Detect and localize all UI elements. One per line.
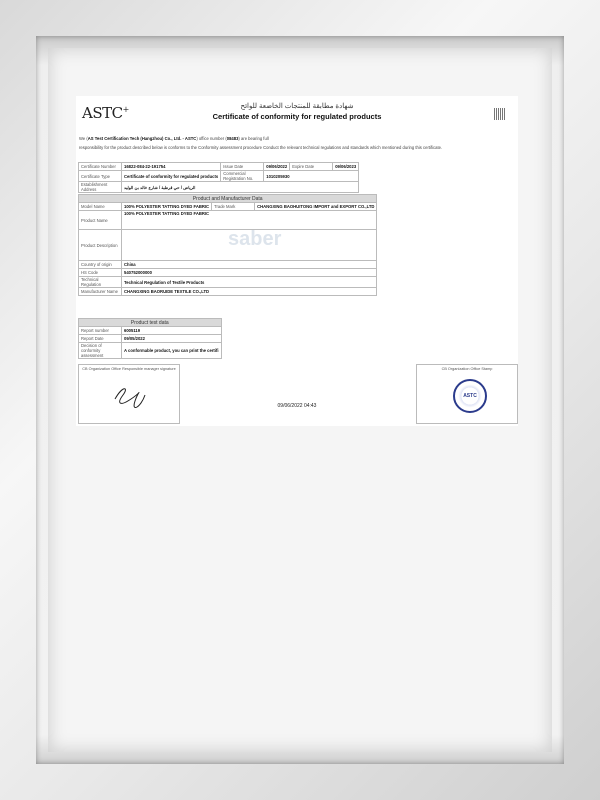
origin-label: Country of origin: [79, 261, 122, 269]
trademark-value: CHANGXING BAOHUITONG IMPORT and EXPORT CO.,LTD: [255, 203, 377, 211]
trademark-label: Trade Mark: [212, 203, 255, 211]
stamp-box: [416, 364, 518, 424]
table-row: [79, 277, 377, 288]
astc-stamp-icon: ASTC: [453, 379, 487, 413]
issue-date-label: Issue Date: [221, 163, 264, 171]
table-row: [79, 163, 359, 171]
intro-office-no: 08483: [226, 136, 239, 141]
cert-number-label: Certificate Number: [79, 163, 122, 171]
crn-value: 1010205930: [264, 171, 359, 182]
address-label: Establishment Address: [79, 182, 122, 193]
hs-value: 540752000000: [122, 269, 377, 277]
printed-date: 09/06/2022 04:43: [277, 403, 317, 409]
logo-text: ASTC: [82, 104, 123, 122]
hs-label: HS Code: [79, 269, 122, 277]
table-row: [79, 343, 222, 359]
certificate-info-table: [78, 162, 359, 193]
logo-plus: +: [122, 105, 129, 114]
table-row: [79, 269, 377, 277]
table-row: [79, 171, 359, 182]
product-name-label: Product Name: [79, 211, 122, 230]
test-section-header: Product test data: [79, 319, 222, 327]
regulation-value: Technical Regulation of Textile Products: [122, 277, 377, 288]
decision-value: A conformable product, you can print the certifi: [122, 343, 222, 359]
address-value: الرياض / حي قرطبة / شارع خالد بن الوليد: [122, 182, 359, 193]
crn-label: Commercial Registration No.: [221, 171, 264, 182]
regulation-label: Technical Regulation: [79, 277, 122, 288]
table-row: [79, 288, 377, 296]
table-row: [79, 182, 359, 193]
model-label: Model Name: [79, 203, 122, 211]
title-arabic: شهادة مطابقة للمنتجات الخاضعة للوائح: [240, 103, 354, 110]
product-name: 100% POLYESTER TATTING DYED FABRIC: [122, 211, 377, 230]
qr-code-icon: [494, 108, 506, 120]
intro-line2: responsibility for the product described below is conforms to the Conformity assessment procedure Conduct the relevant technical regulations and standards which mentioned during this certificate.: [79, 145, 443, 150]
intro-company: AS Test Certification Tech (Hangzhou) Co., Ltd. - ASTC: [87, 136, 197, 141]
intro-bearing: ) are bearing full: [238, 136, 269, 141]
manufacturer-value: CHANGXING BAORUIDE TEXTILE CO.,LTD: [122, 288, 377, 296]
product-section-header: Product and Manufacturer Data: [79, 195, 377, 203]
description-label: Product Description: [79, 230, 122, 261]
signature-title: CB Organization Office Responsible manager signature: [82, 367, 176, 371]
intro-office: ) office number (: [196, 136, 227, 141]
cert-number: 16822-084-22-191754: [122, 163, 221, 171]
test-table: [78, 318, 222, 359]
model-value: 100% POLYESTER TATTING DYED FABRIC: [122, 203, 212, 211]
intro-text: [79, 134, 515, 152]
saber-watermark: saber: [228, 228, 282, 250]
table-row: [79, 211, 377, 230]
cert-type: Certificate of conformity for regulated products: [122, 171, 221, 182]
report-date-label: Report Date: [79, 335, 122, 343]
signature-box: [78, 364, 180, 424]
certificate-document: [76, 96, 518, 426]
expire-date-label: Expire Date: [290, 163, 333, 171]
origin-value: China: [122, 261, 377, 269]
cert-type-label: Certificate Type: [79, 171, 122, 182]
intro-we: We (: [79, 136, 88, 141]
stamp-title: CB Organization Office Stamp: [441, 367, 493, 371]
table-row: [79, 335, 222, 343]
report-date: 09/05/2022: [122, 335, 222, 343]
title-english: Certificate of conformity for regulated products: [212, 112, 382, 121]
issue-date: 09/06/2022: [264, 163, 290, 171]
expire-date: 09/06/2023: [333, 163, 359, 171]
report-number-label: Report number: [79, 327, 122, 335]
report-number: 6005119: [122, 327, 222, 335]
decision-label: Decision of conformity assessment: [79, 343, 122, 359]
manufacturer-label: Manufacturer Name: [79, 288, 122, 296]
table-row: [79, 203, 377, 211]
table-row: [79, 327, 222, 335]
